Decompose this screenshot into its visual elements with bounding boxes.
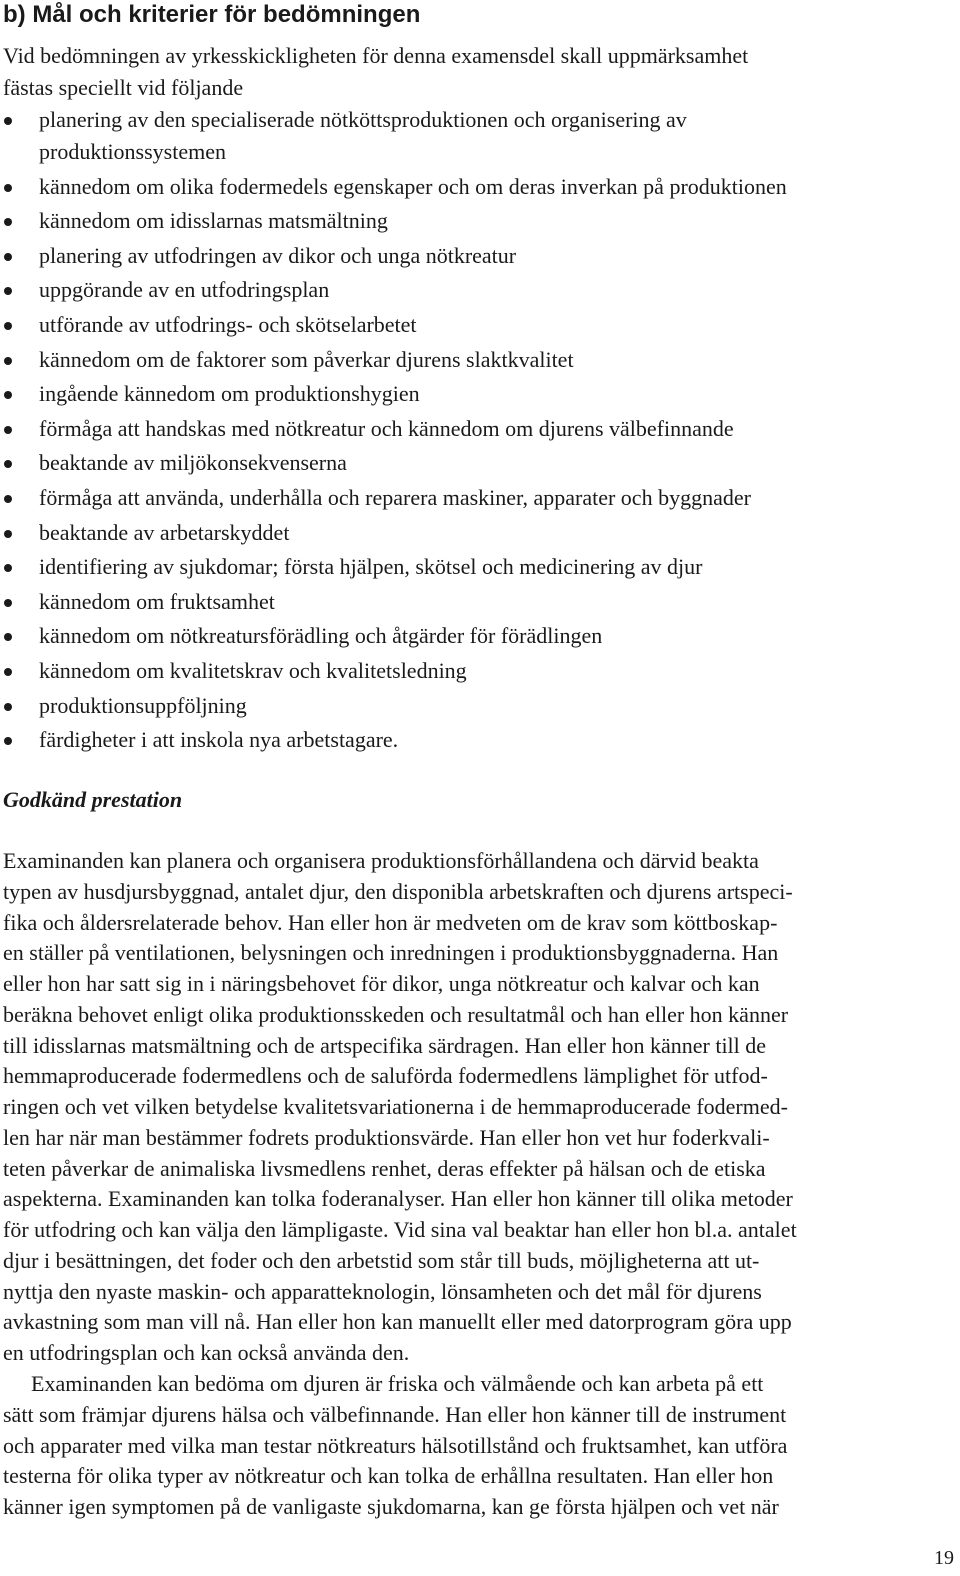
paragraph-line: fika och åldersrelaterade behov. Han eller hon är medveten om de krav som köttboskap- xyxy=(3,909,778,935)
list-item xyxy=(0,586,950,618)
paragraph-line: hemmaproducerade fodermedlens och de saluförda fodermedlens lämplighet för utfod- xyxy=(3,1063,768,1089)
paragraph-line: len har när man bestämmer fodrets produktionsvärde. Han eller hon vet hur foderkvali- xyxy=(3,1124,770,1150)
list-item xyxy=(0,205,950,237)
list-item-text: utförande av utfodrings- och skötselarbetet xyxy=(39,311,417,337)
list-item xyxy=(0,655,950,687)
list-item-text: förmåga att använda, underhålla och reparera maskiner, apparater och byggnader xyxy=(39,484,751,510)
bullet-icon xyxy=(4,426,12,434)
list-item xyxy=(0,344,950,376)
list-item xyxy=(0,551,950,583)
bullet-icon xyxy=(4,218,12,226)
subheading: Godkänd prestation xyxy=(3,787,183,812)
list-item xyxy=(0,447,950,479)
list-item-text: kännedom om kvalitetskrav och kvalitetsledning xyxy=(39,657,467,683)
list-item-text: ingående kännedom om produktionshygien xyxy=(39,381,420,407)
paragraph-line: en ställer på ventilationen, belysningen och inredningen i produktionsbyggnaderna. Han xyxy=(3,940,779,966)
list-item-text: kännedom om fruktsamhet xyxy=(39,588,275,614)
paragraph-line: ringen och vet vilken betydelse kvalitetsvariationerna i de hemmaproducerade fodermed- xyxy=(3,1094,788,1119)
criteria-list xyxy=(0,104,950,759)
paragraph-line: för utfodring och kan välja den lämpligaste. Vid sina val beaktar han eller hon bl.a. antalet xyxy=(3,1217,797,1242)
paragraph-animal-health xyxy=(3,1369,949,1523)
list-item xyxy=(0,517,950,549)
bullet-icon xyxy=(4,737,12,745)
intro-line: Vid bedömningen av yrkesskickligheten för denna examensdel skall uppmärksamhet xyxy=(3,43,749,68)
bullet-icon xyxy=(4,460,12,468)
bullet-icon xyxy=(4,117,12,125)
list-item-text: planering av utfodringen av dikor och unga nötkreatur xyxy=(39,242,517,268)
paragraph-line: avkastning som man vill nå. Han eller hon kan manuellt eller med datorprogram göra upp xyxy=(3,1309,792,1335)
intro-text xyxy=(3,40,943,104)
paragraph-approved-performance xyxy=(3,846,949,1369)
paragraph-line: djur i besättningen, det foder och den arbetstid som står till buds, möjligheterna att ut- xyxy=(3,1247,760,1273)
paragraph-line: nyttja den nyaste maskin- och apparatteknologin, lönsamheten och det mål för djurens xyxy=(3,1278,762,1304)
paragraph-line: typen av husdjursbyggnad, antalet djur, den disponibla arbetskraften och djurens artspeci- xyxy=(3,878,793,904)
paragraph-line: aspekterna. Examinanden kan tolka foderanalyser. Han eller hon känner till olika metoder xyxy=(3,1186,793,1212)
list-item-text: färdigheter i att inskola nya arbetstagare. xyxy=(39,727,399,753)
list-item xyxy=(0,274,950,306)
paragraph-line: testerna för olika typer av nötkreatur och kan tolka de erhållna resultaten. Han eller hon xyxy=(3,1463,774,1489)
paragraph-line: känner igen symptomen på de vanligaste sjukdomarna, kan ge första hjälpen och vet när xyxy=(3,1494,779,1519)
bullet-icon xyxy=(4,357,12,365)
bullet-icon xyxy=(4,287,12,295)
list-item xyxy=(0,724,950,756)
list-item xyxy=(0,482,950,514)
paragraph-line: teten påverkar de animaliska livsmedlens renhet, deras effekter på hälsan och de etiska xyxy=(3,1155,766,1181)
bullet-icon xyxy=(4,564,12,572)
list-item-text: kännedom om olika fodermedels egenskaper och om deras inverkan på produktionen xyxy=(39,173,787,199)
bullet-icon xyxy=(4,253,12,261)
paragraph-line: Examinanden kan planera och organisera produktionsförhållandena och därvid beakta xyxy=(3,848,759,873)
bullet-icon xyxy=(4,391,12,399)
list-item xyxy=(0,240,950,272)
list-item xyxy=(0,620,950,652)
list-item xyxy=(0,104,950,168)
list-item-text: identifiering av sjukdomar; första hjälpen, skötsel och medicinering av djur xyxy=(39,554,703,580)
paragraph-line: beräkna behovet enligt olika produktionsskeden och resultatmål och han eller hon känner xyxy=(3,1001,789,1027)
list-item xyxy=(0,309,950,341)
list-item-text: kännedom om de faktorer som påverkar djurens slaktkvalitet xyxy=(39,346,574,372)
intro-line: fästas speciellt vid följande xyxy=(3,75,244,100)
list-item-text: kännedom om nötkreatursförädling och åtgärder för förädlingen xyxy=(39,623,603,649)
list-item-text: planering av den specialiserade nötköttsproduktionen och organisering av xyxy=(39,107,687,132)
bullet-icon xyxy=(4,703,12,711)
list-item-text: produktionssystemen xyxy=(39,139,226,164)
paragraph-line: och apparater med vilka man testar nötkreaturs hälsotillstånd och fruktsamhet, kan utföra xyxy=(3,1432,788,1458)
list-item-text: produktionsuppföljning xyxy=(39,692,247,718)
section-heading: b) Mål och kriterier för bedömningen xyxy=(3,1,421,28)
list-item xyxy=(0,690,950,722)
list-item-text: förmåga att handskas med nötkreatur och kännedom om djurens välbefinnande xyxy=(39,415,734,441)
bullet-icon xyxy=(4,599,12,607)
list-item xyxy=(0,378,950,410)
bullet-icon xyxy=(4,184,12,192)
bullet-icon xyxy=(4,633,12,641)
list-item-text: uppgörande av en utfodringsplan xyxy=(39,277,330,303)
list-item xyxy=(0,171,950,203)
paragraph-line: eller hon har satt sig in i näringsbehovet för dikor, unga nötkreatur och kalvar och kan xyxy=(3,971,760,996)
list-item-text: kännedom om idisslarnas matsmältning xyxy=(39,208,388,234)
page-number: 19 xyxy=(934,1547,954,1569)
paragraph-line: Examinanden kan bedöma om djuren är friska och välmående och kan arbeta på ett xyxy=(31,1371,764,1396)
list-item xyxy=(0,413,950,445)
bullet-icon xyxy=(4,668,12,676)
paragraph-line: en utfodringsplan och kan också använda den. xyxy=(3,1340,410,1365)
list-item-text: beaktande av miljökonsekvenserna xyxy=(39,450,347,476)
bullet-icon xyxy=(4,322,12,330)
paragraph-line: till idisslarnas matsmältning och de artspecifika särdragen. Han eller hon känner till de xyxy=(3,1032,767,1058)
bullet-icon xyxy=(4,530,12,538)
list-item-text: beaktande av arbetarskyddet xyxy=(39,519,290,545)
bullet-icon xyxy=(4,495,12,503)
paragraph-line: sätt som främjar djurens hälsa och välbefinnande. Han eller hon känner till de instrument xyxy=(3,1401,787,1427)
